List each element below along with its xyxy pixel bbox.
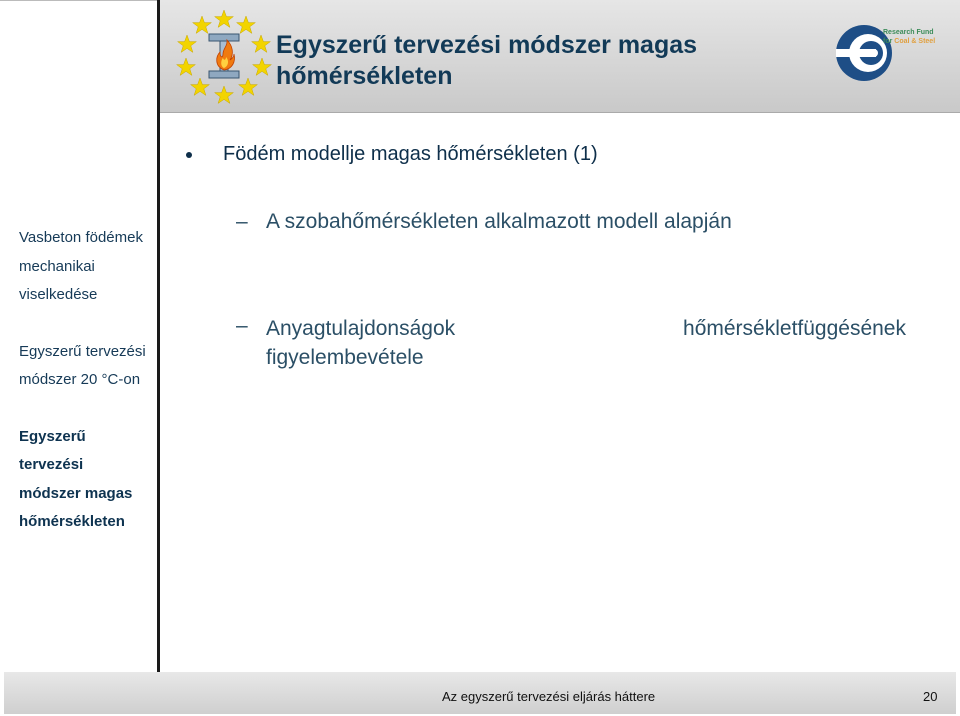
eu-stars-fire-beam-logo [176,8,272,104]
slide-header [160,0,960,113]
title-line-2: hőmérsékleten [276,62,453,90]
sidebar-item-label: tervezési [19,456,84,473]
sub-bullet-2-line-1 [266,314,906,343]
research-fund-logo [834,22,944,84]
sidebar-item-label: módszer 20 °C-on [19,371,141,388]
sub-bullet-1-text: A szobahőmérsékleten alkalmazott modell alapján [266,210,732,233]
left-top-border [0,0,157,1]
sidebar-divider [157,0,160,672]
dash-mark: – [236,210,248,233]
page-title [276,30,796,92]
main-bullet-text: Födém modellje magas hőmérsékleten (1) [223,143,598,165]
sidebar-item-label: módszer magas [19,484,133,502]
sidebar-nav [19,224,156,565]
sidebar-item-label: Egyszerű [19,427,86,445]
sidebar-item-simple-method-high-temp[interactable] [19,423,156,537]
sidebar-item-simple-method-20c[interactable] [19,338,156,395]
slide-footer [4,672,956,714]
sidebar-item-label: hőmérsékleten [19,513,125,530]
sidebar-item-label: Vasbeton födémek [19,229,143,246]
main-bullet [186,143,598,166]
rf-label-line2 [883,38,935,45]
sub-bullet-1 [236,210,732,234]
sub-bullet-2 [236,314,906,372]
sidebar-item-rc-slabs[interactable] [19,224,156,310]
rf-label-line1: Research Fund [883,29,934,36]
bullet-dot-icon [186,152,192,158]
sidebar-item-label: mechanikai [19,257,95,275]
sub-bullet-2-line-2: figyelembevétele [266,346,424,369]
dash-mark: – [236,314,248,337]
sub-bullet-2-right: hőmérsékletfüggésének [683,317,906,340]
rf-label-coal-steel: Coal & Steel [894,38,936,45]
rf-label-for: for [883,38,893,45]
title-line-1: Egyszerű tervezési módszer magas [276,31,698,59]
page-number: 20 [923,689,938,704]
footer-text: Az egyszerű tervezési eljárás háttere [442,689,656,704]
sidebar-item-label: Egyszerű tervezési [19,342,146,360]
sidebar-item-label: viselkedése [19,286,98,303]
sub-bullet-2-left: Anyagtulajdonságok [266,317,456,340]
